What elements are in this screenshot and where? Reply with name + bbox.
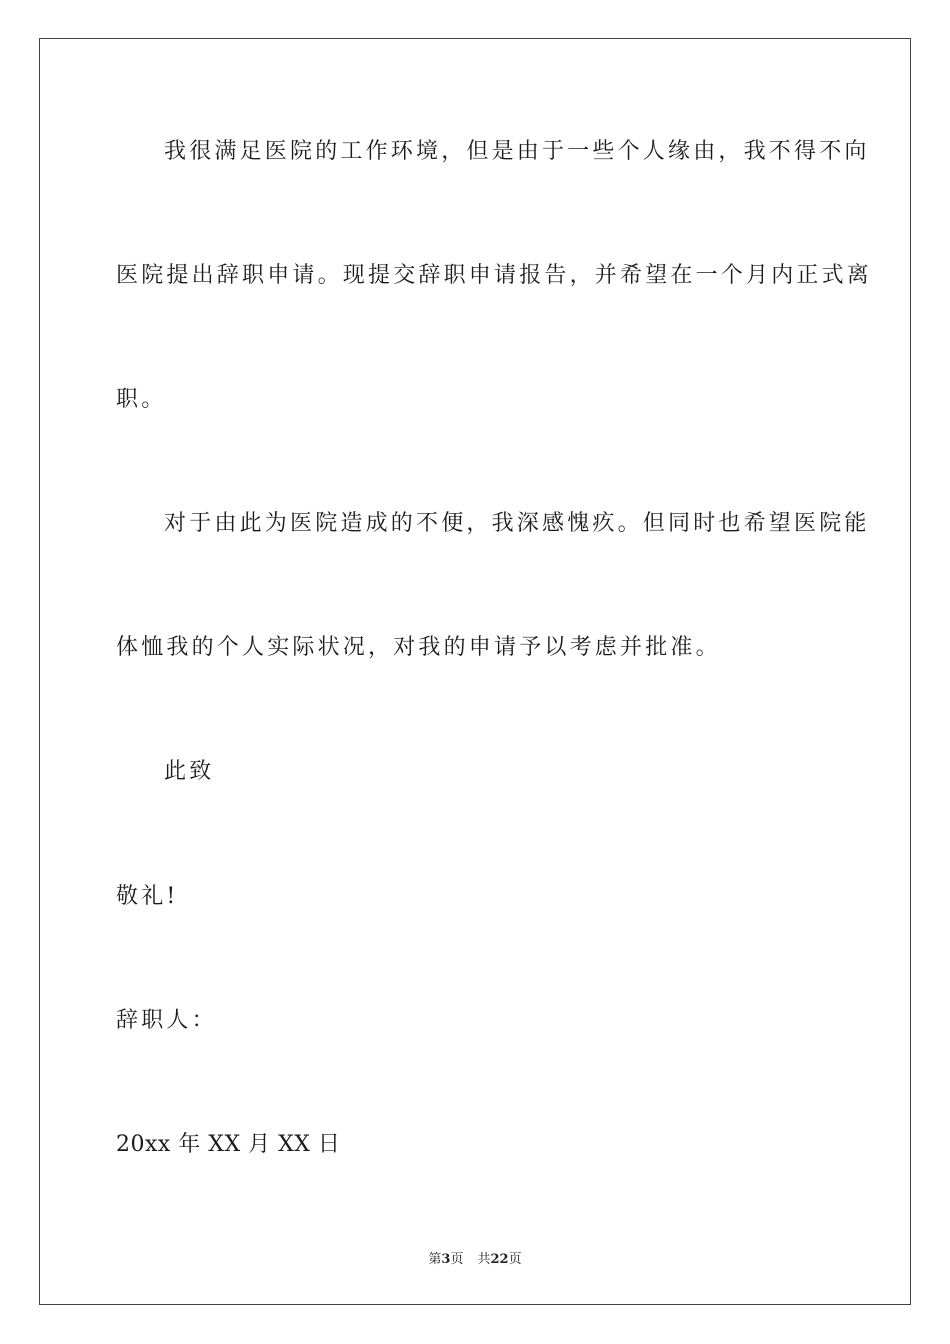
paragraph-2-line-1: 对于由此为医院造成的不便，我深感愧疚。但同时也希望医院能 xyxy=(164,511,870,536)
footer-page-number: 3 xyxy=(441,1252,451,1267)
page-frame xyxy=(39,38,911,1305)
footer-page-prefix: 第 xyxy=(428,1252,442,1267)
salutation-closing: 此致 xyxy=(164,759,215,784)
paragraph-1-line-3: 职。 xyxy=(116,387,167,412)
footer-total-suffix: 页 xyxy=(508,1252,522,1267)
footer-total-prefix: 共 xyxy=(477,1252,491,1267)
paragraph-1-line-1: 我很满足医院的工作环境，但是由于一些个人缘由，我不得不向 xyxy=(164,139,870,164)
salutation-regards: 敬礼! xyxy=(116,884,179,909)
footer-page-suffix: 页 xyxy=(450,1252,464,1267)
signature-label: 辞职人： xyxy=(116,1008,217,1033)
paragraph-2-line-2: 体恤我的个人实际状况，对我的申请予以考虑并批准。 xyxy=(116,635,721,660)
paragraph-1-line-2: 医院提出辞职申请。现提交辞职申请报告，并希望在一个月内正式离 xyxy=(116,263,873,288)
page-footer xyxy=(0,1248,950,1267)
date-line: 20xx 年 XX 月 XX 日 xyxy=(116,1132,341,1157)
footer-total-pages: 22 xyxy=(490,1252,509,1267)
